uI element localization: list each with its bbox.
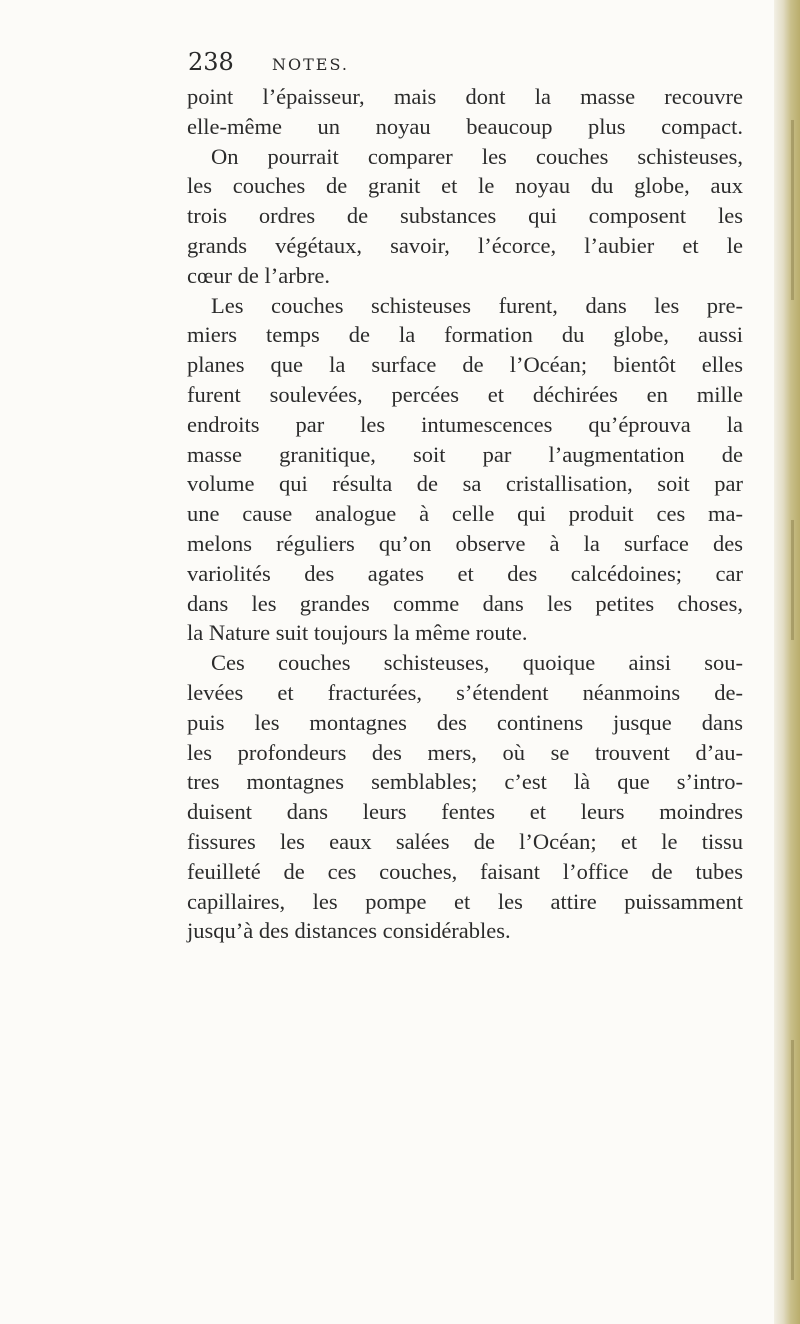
text-line: endroits par les intumescences qu’éprouva la xyxy=(187,411,743,437)
text-line: une cause analogue à celle qui produit ces ma- xyxy=(187,501,743,527)
edge-shadow xyxy=(791,520,794,640)
text-line: puis les montagnes des continens jusque dans xyxy=(187,709,743,735)
text-line: planes que la surface de l’Océan; bientôt elles xyxy=(187,352,743,378)
text-line: jusqu’à des distances considérables. xyxy=(187,918,511,944)
text-line: grands végétaux, savoir, l’écorce, l’aubier et le xyxy=(187,232,743,258)
text-line: variolités des agates et des calcédoines; car xyxy=(187,560,743,586)
edge-shadow xyxy=(791,1040,794,1280)
text-line: tres montagnes semblables; c’est là que s’intro- xyxy=(187,769,743,795)
text-line: duisent dans leurs fentes et leurs moindres xyxy=(187,799,743,825)
text-line: miers temps de la formation du globe, aussi xyxy=(187,322,743,348)
text-line: volume qui résulta de sa cristallisation, soit par xyxy=(187,471,743,497)
body-text xyxy=(187,82,743,946)
page-number: 238 xyxy=(188,48,234,76)
text-line: masse granitique, soit par l’augmentation de xyxy=(187,441,743,467)
edge-shadow xyxy=(791,120,794,300)
text-line: furent soulevées, percées et déchirées en mille xyxy=(187,381,743,407)
text-line: trois ordres de substances qui composent les xyxy=(187,203,743,229)
text-line: capillaires, les pompe et les attire puissamment xyxy=(187,888,743,914)
text-line: la Nature suit toujours la même route. xyxy=(187,620,528,646)
text-line: dans les grandes comme dans les petites choses, xyxy=(187,590,743,616)
text-line: elle-même un noyau beaucoup plus compact. xyxy=(187,113,743,139)
text-line: cœur de l’arbre. xyxy=(187,262,331,288)
text-line: Les couches schisteuses furent, dans les pre- xyxy=(211,292,743,318)
text-line: feuilleté de ces couches, faisant l’office de tubes xyxy=(187,858,743,884)
text-line: les profondeurs des mers, où se trouvent d’au- xyxy=(187,739,743,765)
text-line: levées et fracturées, s’étendent néanmoins de- xyxy=(187,679,743,705)
page-header xyxy=(188,48,728,82)
text-line: melons réguliers qu’on observe à la surface des xyxy=(187,530,743,556)
page-edge-binding xyxy=(774,0,800,1324)
text-line: On pourrait comparer les couches schisteuses, xyxy=(211,143,743,169)
text-line: les couches de granit et le noyau du globe, aux xyxy=(187,173,743,199)
text-line: point l’épaisseur, mais dont la masse recouvre xyxy=(187,84,743,109)
text-line: Ces couches schisteuses, quoique ainsi sou- xyxy=(211,650,743,676)
running-head: NOTES. xyxy=(272,55,349,74)
text-line: fissures les eaux salées de l’Océan; et le tissu xyxy=(187,828,743,854)
